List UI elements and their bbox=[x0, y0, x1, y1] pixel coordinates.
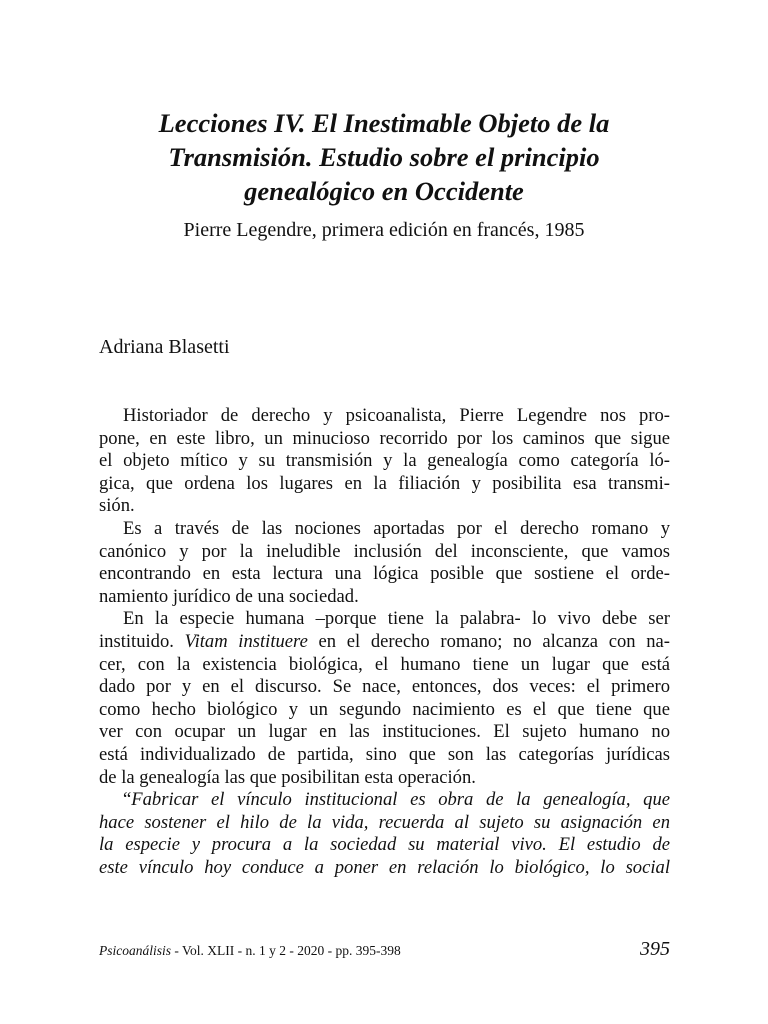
text-line: la especie y procura a la sociedad su material vivo. El estudio de bbox=[99, 834, 670, 856]
text-line: este vínculo hoy conduce a poner en relación lo biológico, lo social bbox=[99, 856, 670, 878]
article-subtitle: Pierre Legendre, primera edición en francés, 1985 bbox=[183, 219, 585, 241]
text-line: En la especie humana –porque tiene la palabra- lo vivo debe ser bbox=[123, 608, 670, 630]
text-segment: Fabricar el vínculo institucional es obra de la genealogía, que bbox=[131, 789, 670, 811]
journal-citation bbox=[99, 942, 401, 960]
text-line bbox=[99, 631, 670, 654]
text-line: Es a través de las nociones aportadas por el derecho romano y bbox=[123, 517, 670, 539]
text-line: cer, con la existencia biológica, el humano tiene un lugar que está bbox=[99, 653, 670, 675]
article-title bbox=[100, 106, 668, 208]
text-line: encontrando en esta lectura una lógica posible que sostiene el orde- bbox=[99, 563, 670, 585]
text-line: Historiador de derecho y psicoanalista, Pierre Legendre nos pro- bbox=[123, 405, 670, 426]
issue-details: - Vol. XLII - n. 1 y 2 - 2020 - pp. 395-398 bbox=[171, 943, 401, 958]
text-line: está individualizado de partida, sino que son las categorías jurídicas bbox=[99, 743, 670, 765]
text-line: como hecho biológico y un segundo nacimiento es el que tiene que bbox=[99, 698, 670, 720]
title-line: Lecciones IV. El Inestimable Objeto de la bbox=[158, 108, 610, 138]
text-line: canónico y por la ineludible inclusión del inconsciente, que vamos bbox=[99, 540, 670, 562]
title-line: Transmisión. Estudio sobre el principio bbox=[168, 142, 600, 172]
paragraph-1 bbox=[99, 405, 670, 518]
text-segment: en el derecho romano; no alcanza con na- bbox=[307, 630, 670, 652]
paragraph-2 bbox=[99, 518, 670, 608]
page-number: 395 bbox=[640, 938, 670, 960]
text-line: hace sostener el hilo de la vida, recuerda al sujeto su asignación en bbox=[99, 811, 670, 833]
text-line: sión. bbox=[99, 495, 135, 517]
author-name: Adriana Blasetti bbox=[99, 336, 230, 358]
page-footer bbox=[99, 938, 670, 962]
journal-name: Psicoanálisis bbox=[99, 943, 172, 958]
text-line: de la genealogía las que posibilitan esta operación. bbox=[99, 766, 476, 788]
title-line: genealógico en Occidente bbox=[244, 176, 524, 206]
text-line: el objeto mítico y su transmisión y la genealogía como categoría ló- bbox=[99, 450, 670, 472]
text-line: dado por y en el discurso. Se nace, entonces, dos veces: el primero bbox=[99, 676, 670, 698]
text-line: namiento jurídico de una sociedad. bbox=[99, 585, 359, 607]
text-line bbox=[99, 789, 670, 812]
text-line: gica, que ordena los lugares en la filiación y posibilita esa transmi- bbox=[99, 472, 670, 494]
open-quote: “ bbox=[123, 789, 132, 811]
text-segment: instituido. bbox=[99, 630, 185, 652]
text-line: pone, en este libro, un minucioso recorrido por los caminos que sigue bbox=[99, 427, 670, 449]
latin-term: Vitam instituere bbox=[184, 630, 308, 652]
article-body bbox=[99, 405, 670, 879]
text-line: ver con ocupar un lugar en las instituciones. El sujeto humano no bbox=[99, 721, 670, 743]
paragraph-3 bbox=[99, 608, 670, 789]
paragraph-4-quote bbox=[99, 789, 670, 879]
